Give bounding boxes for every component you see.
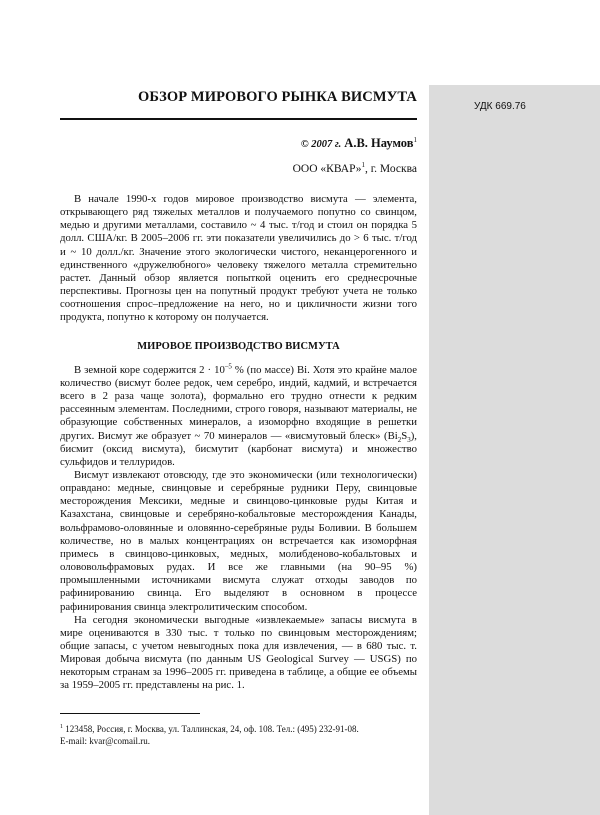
udc-code: УДК 669.76 — [474, 101, 526, 112]
footnote-rule — [60, 713, 200, 714]
para1-text-b: % (по массе) Bi. Хотя это крайне малое количество (висмут более редок, чем серебро, индий, кадмий, и встречается всего в 2 раза чаще золота), формально его трудно отнести к редким рассеянным элементам. Последними, строго говоря, называют материалы, не образующие собственных минералов, а изоморфно входящие в решетки других. Висмут же образует ~ 70 минералов — «висмутовый блеск» (Bi — [60, 363, 417, 442]
article-title: ОБЗОР МИРОВОГО РЫНКА ВИСМУТА — [138, 89, 417, 105]
paragraph-2: Висмут извлекают отовсюду, где это экономически (или технологически) оправдано: медные, свинцовые и серебряные рудники Перу, свинцовые месторождения Мексики, медные и свинцово-цинковые руды Китая и Казахстана, свинцовые и серебряно-кобальтовые месторождения Канады, вольфрамово-оловянные и оловянно-серебряные руды Боливии. В большем количестве, но в малых концентрациях он встречается как изоморфная примесь в свинцово-цинковых, медных, молибденово-кобальтовых и олововольфрамовых рудах. И все же главными (на 90–95 %) промышленными источниками висмута служат отходы заводов по рафинированию свинца. Его выделяют в основном в процессе рафинирования свинца электролитическим способом. — [60, 468, 417, 613]
paragraph-1 — [60, 364, 417, 469]
para1-text-a: В земной коре содержится 2 · 10 — [74, 363, 225, 376]
author-line — [60, 136, 417, 151]
footnote-address: 123458, Россия, г. Москва, ул. Таллинская, 24, оф. 108. Тел.: (495) 232-91-08. — [63, 724, 359, 734]
section-heading: МИРОВОЕ ПРОИЗВОДСТВО ВИСМУТА — [137, 340, 340, 352]
para1-sub-2: 3 — [407, 435, 411, 444]
footnote — [60, 722, 417, 747]
affiliation-org: ООО «КВАР» — [292, 162, 362, 175]
right-margin-band — [429, 85, 600, 815]
article-body — [60, 193, 417, 693]
author-name: А.В. Наумов — [344, 136, 414, 150]
affiliation-footnote-mark: 1 — [361, 161, 366, 169]
para1-sub-1: 2 — [397, 435, 402, 444]
author-footnote-mark: 1 — [413, 136, 417, 144]
para1-text-d: ), бисмит (оксид висмута), бисмутит (карбонат висмута) и множество сульфидов и теллуридов. — [60, 429, 417, 468]
para1-exponent: –5 — [224, 362, 232, 371]
affiliation-city: , г. Москва — [365, 162, 417, 175]
footnote-email: E-mail: kvar@comail.ru. — [60, 735, 151, 746]
footnote-mark: 1 — [60, 724, 63, 730]
copyright: © 2007 г. — [300, 139, 342, 150]
title-rule — [60, 118, 417, 120]
abstract-paragraph: В начале 1990-х годов мировое производство висмута — элемента, открывающего ряд тяжелых металлов и получаемого попутно со свинцом, медью и другими металлами, составило ~ 4 тыс. т/год и стоил он порядка 5 долл. США/кг. В 2005–2006 гг. эти показатели увеличились до > 6 тыс. т/год и ~ 10 долл./кг. Значение этого экологически чистого, неканцерогенного и единственного «дружелюбного» человеку тяжелого металла стремительно растет. Данный обзор является попыткой оценить его среднесрочные перспективы. Прогнозы цен на попутный продукт требуют учета не только соотношения спрос–предложение на него, но и цикличности жизни того продукта, попутно к которому он получается. — [60, 193, 417, 324]
para1-text-c: S — [401, 429, 408, 442]
paragraph-3: На сегодня экономически выгодные «извлекаемые» запасы висмута в мире оцениваются в 330 тыс. т только по свинцовым месторождениям; общие запасы, с учетом невыгодных пока для извлечения, — в 680 тыс. т. Мировая добыча висмута (по данным US Geological Survey — USGS) по некоторым странам за 1996–2005 гг. приведена в таблице, а общие ее объемы за 1959–2005 гг. представлены на рис. 1. — [60, 613, 417, 692]
affiliation-line — [60, 161, 417, 175]
